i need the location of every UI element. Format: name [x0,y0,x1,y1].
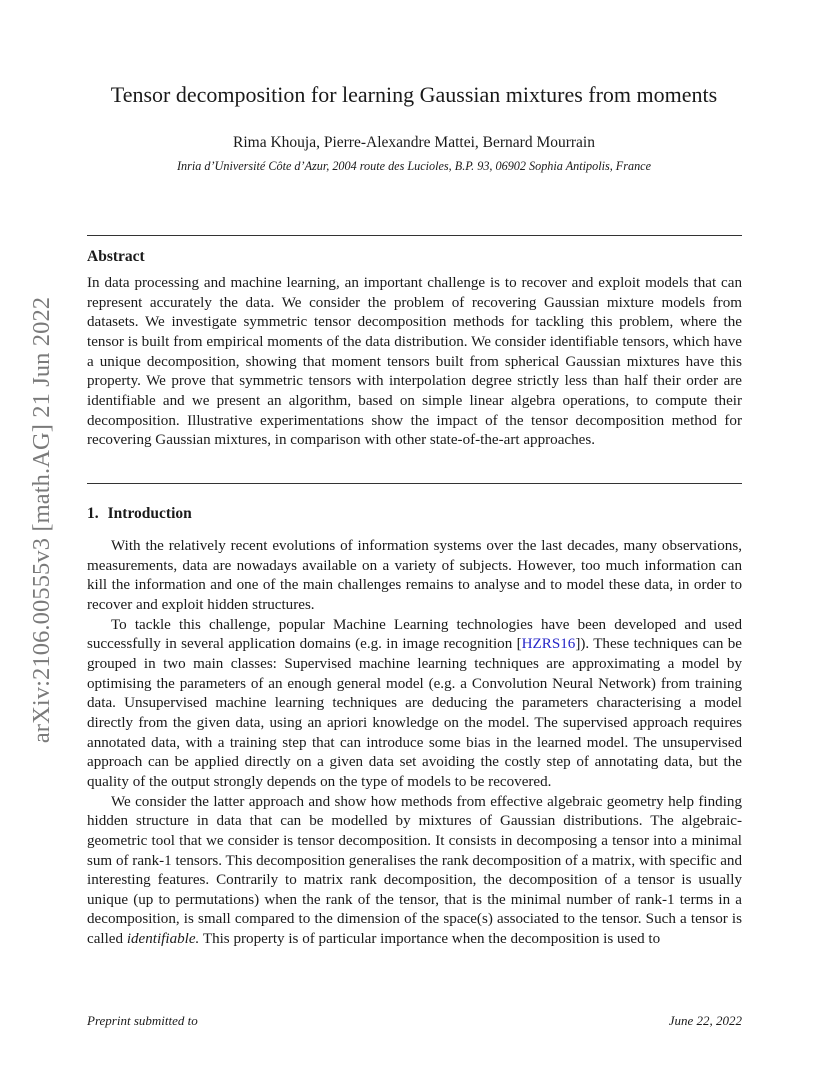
intro-paragraph-2 [87,616,742,793]
arxiv-identifier-stamp [22,270,62,770]
paper-authors: Rima Khouja, Pierre-Alexandre Mattei, Bernard Mourrain [233,134,595,151]
intro-p3-text-start: We consider the latter approach and show how methods from effective algebraic geometry help finding hidden structure in data that can be modelled by mixtures of Gaussian distributions. The algebraic-geometric tool that we consider is tensor decomposition. It consists in decomposing a tensor into a minimal sum of rank-1 tensors. This decomposition generalises the rank decomposition of a matrix, with specific and interesting features. Contrarily to matrix rank decomposition, the decomposition of a tensor is usually unique (up to permutations) when the rank of the tensor, that is the minimal number of rank-1 terms in a decomposition, is small compared to the dimension of the space(s) associated to the tensor. Such a tensor is called [87,793,742,948]
intro-p3-emphasis: identifiable. [126,931,200,948]
intro-p2-text-start: To tackle this challenge, popular Machine Learning technologies have been developed and used successfully in several application domains (e.g. in image recognition [ [87,616,742,653]
citation-link-hzrs16[interactable]: HZRS16 [521,636,576,653]
paper-title: Tensor decomposition for learning Gaussian mixtures from moments [110,82,718,107]
intro-paragraph-1: With the relatively recent evolutions of information systems over the last decades, many observations, measurements, data are nowadays available on a variety of subjects. However, too much information can kill the information and one of the main challenges remains to analyse and to model these data, in order to recover and exploit hidden structures. [87,538,742,613]
arxiv-identifier-text: arXiv:2106.00555v3 [math.AG] 21 Jun 2022 [28,296,55,744]
intro-paragraph-3 [87,793,742,950]
introduction-body [87,537,742,950]
section-title: Introduction [107,505,192,522]
author-affiliation: Inria d’Université Côte d’Azur, 2004 route des Lucioles, B.P. 93, 06902 Sophia Antipolis, France [176,159,652,173]
abstract-text: In data processing and machine learning, an important challenge is to recover and exploit models that can represent accurately the data. We consider the problem of recovering Gaussian mixture models from datasets. We investigate symmetric tensor decomposition methods for tackling this problem, where the tensor is built from empirical moments of the data distribution. We consider identifiable tensors, which have a unique decomposition, showing that moment tensors built from spherical Gaussian mixtures have this property. We prove that symmetric tensors with interpolation degree strictly less than half their order are identifiable and we present an algorithm, based on simple linear algebra operations, to compute their decomposition. Illustrative experimentations show the impact of the tensor decomposition method for recovering Gaussian mixtures, in comparison with other state-of-the-art approaches. [87,275,742,449]
abstract-heading: Abstract [87,248,145,265]
abstract-body [87,274,742,451]
section-heading-introduction [87,505,192,523]
footer-preprint-note: Preprint submitted to [87,1013,198,1028]
intro-p3-text-end: This property is of particular importance when the decomposition is used to [199,931,661,948]
section-number: 1. [87,505,99,522]
abstract-top-rule [87,235,742,236]
intro-p2-text-end: ]). These techniques can be grouped in two main classes: Supervised machine learning techniques are approximating a model by optimising the parameters of an enough general model (e.g. a Convolution Neural Network) from training data. Unsupervised machine learning techniques are deducing the parameters characterising a model directly from the given data, using an apriori knowledge on the model. The supervised approach requires annotated data, with a training step that can introduce some bias in the learned model. The unsupervised approach can be applied directly on a given data set avoiding the costly step of annotating data, but the quality of the output strongly depends on the type of models to be recovered. [87,636,742,790]
footer-date: June 22, 2022 [668,1013,742,1028]
abstract-bottom-rule [87,483,742,484]
